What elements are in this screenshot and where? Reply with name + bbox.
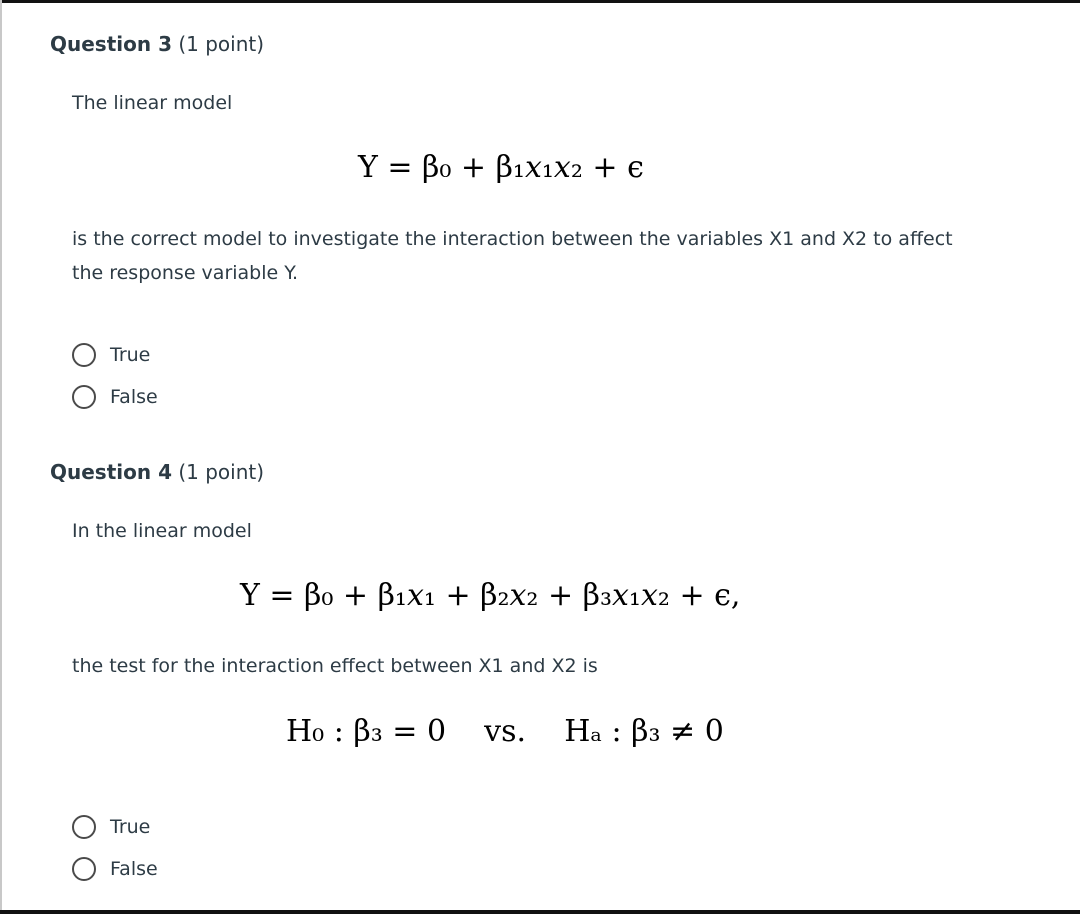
option-label: False [110, 386, 158, 408]
question-3-header [50, 32, 264, 56]
option-label: False [110, 858, 158, 880]
question-4-points: (1 point) [178, 460, 265, 484]
question-3-formula: Y = β₀ + β₁𝑥₁𝑥₂ + ϵ [358, 150, 644, 185]
question-4-hypothesis: H₀ : β₃ = 0 vs. Hₐ : β₃ ≠ 0 [286, 714, 724, 749]
question-3-intro: The linear model [72, 92, 233, 114]
question-4-number: Question 4 [50, 460, 172, 484]
question-4-intro: In the linear model [72, 520, 252, 542]
question-3-points: (1 point) [178, 32, 265, 56]
radio-button[interactable] [72, 815, 96, 839]
radio-button[interactable] [72, 343, 96, 367]
radio-button[interactable] [72, 385, 96, 409]
option-label: True [110, 344, 151, 366]
radio-button[interactable] [72, 857, 96, 881]
bottom-border [0, 910, 1080, 914]
top-border [0, 0, 1080, 3]
question-4-option-true[interactable] [72, 812, 150, 842]
option-label: True [110, 816, 151, 838]
question-4-header [50, 460, 264, 484]
question-4-option-false[interactable] [72, 854, 158, 884]
question-3-body: is the correct model to investigate the interaction between the variables X1 and X2 to affect the response variable Y. [72, 228, 953, 284]
question-3-option-false[interactable] [72, 382, 158, 412]
question-3-number: Question 3 [50, 32, 172, 56]
left-border [0, 0, 2, 913]
question-4-formula: Y = β₀ + β₁𝑥₁ + β₂𝑥₂ + β₃𝑥₁𝑥₂ + ϵ, [240, 578, 741, 613]
question-4-body: the test for the interaction effect between X1 and X2 is [72, 655, 598, 677]
question-3-option-true[interactable] [72, 340, 150, 370]
